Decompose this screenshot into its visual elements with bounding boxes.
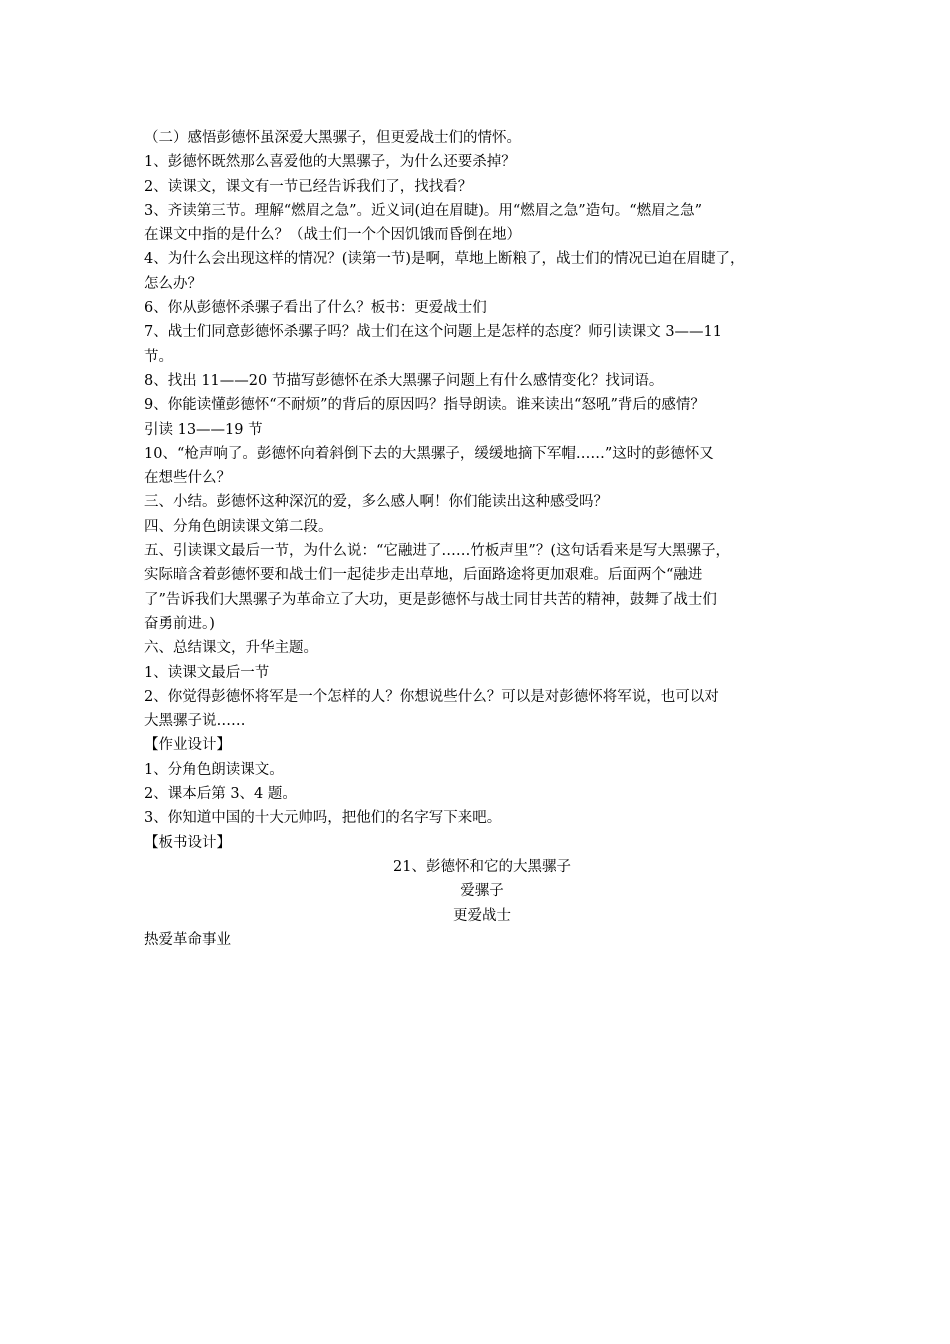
- text-line: 4、为什么会出现这样的情况？(读第一节)是啊，草地上断粮了，战士们的情况已迫在眉睫了，: [144, 251, 745, 268]
- text-line: 节。: [144, 348, 173, 365]
- text-line: （二）感悟彭德怀虽深爱大黑骡子，但更爱战士们的情怀。: [144, 130, 521, 146]
- text-line: 三、小结。彭德怀这种深沉的爱，多么感人啊！你们能读出这种感受吗？: [144, 494, 608, 511]
- text-line: 1、分角色朗读课文。: [144, 761, 284, 778]
- board-line-love-mule: 爱骡子: [460, 883, 504, 900]
- text-line: 大黑骡子说……: [144, 713, 246, 730]
- text-line: 在想些什么？: [144, 470, 231, 487]
- text-line: 实际暗含着彭德怀要和战士们一起徒步走出草地，后面路途将更加艰难。后面两个“融进: [144, 567, 703, 584]
- text-line: 7、战士们同意彭德怀杀骡子吗？战士们在这个问题上是怎样的态度？师引读课文 3——11: [144, 324, 723, 341]
- text-line: 3、齐读第三节。理解“燃眉之急”。近义词(迫在眉睫)。用“燃眉之急”造句。“燃眉之急”: [144, 202, 703, 219]
- text-line: 怎么办？: [144, 275, 202, 292]
- text-line: 8、找出 11——20 节描写彭德怀在杀大黑骡子问题上有什么感情变化？找词语。: [144, 372, 664, 389]
- text-line: 2、读课文，课文有一节已经告诉我们了，找找看？: [144, 178, 473, 195]
- text-line: 1、彭德怀既然那么喜爱他的大黑骡子，为什么还要杀掉？: [144, 154, 516, 171]
- board-design-heading: 【板书设计】: [144, 834, 231, 851]
- text-line: 引读 13——19 节: [144, 421, 263, 438]
- text-line: 六、总结课文，升华主题。: [144, 640, 318, 657]
- document-page: [144, 126, 820, 952]
- text-line: 10、“枪声响了。彭德怀向着斜倒下去的大黑骡子，缓缓地摘下军帽……”这时的彭德怀又: [144, 445, 714, 462]
- text-line: 在课文中指的是什么？（战士们一个个因饥饿而昏倒在地）: [144, 227, 521, 244]
- text-line: 四、分角色朗读课文第二段。: [144, 518, 333, 535]
- board-title: 21、彭德怀和它的大黑骡子: [393, 858, 571, 875]
- board-line-love-revolution: 热爱革命事业: [144, 931, 231, 948]
- text-line: 2、你觉得彭德怀将军是一个怎样的人？你想说些什么？可以是对彭德怀将军说，也可以对: [144, 688, 719, 705]
- homework-heading: 【作业设计】: [144, 737, 231, 754]
- text-line: 了”告诉我们大黑骡子为革命立了大功，更是彭德怀与战士同甘共苦的精神，鼓舞了战士们: [144, 591, 717, 608]
- text-line: 6、你从彭德怀杀骡子看出了什么？板书：更爱战士们: [144, 300, 487, 317]
- text-line: 3、你知道中国的十大元帅吗，把他们的名字写下来吧。: [144, 810, 502, 827]
- text-line: 2、课本后第 3、4 题。: [144, 786, 297, 803]
- board-line-love-soldiers: 更爱战士: [453, 907, 511, 924]
- text-line: 五、引读课文最后一节，为什么说：“它融进了……竹板声里”？(这句话看来是写大黑骡子，: [144, 543, 730, 560]
- text-line: 1、读课文最后一节: [144, 664, 270, 681]
- text-line: 9、你能读懂彭德怀“不耐烦”的背后的原因吗？指导朗读。谁来读出“怒吼”背后的感情？: [144, 397, 705, 414]
- text-line: 奋勇前进。): [144, 615, 215, 632]
